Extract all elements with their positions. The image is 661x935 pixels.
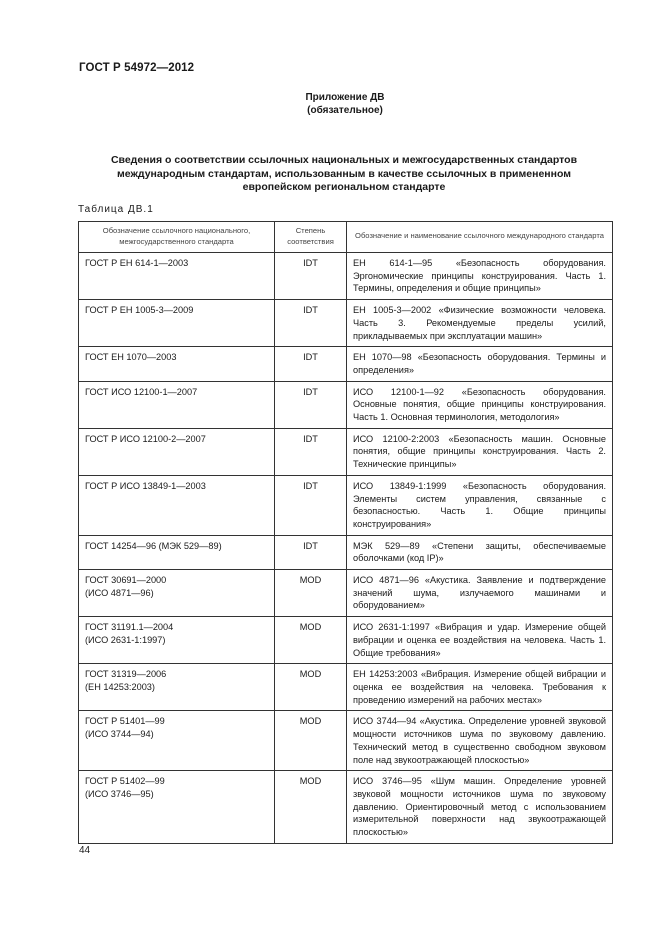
table-label: Таблица ДВ.1: [78, 204, 154, 215]
table-row: [79, 570, 613, 617]
table-row: [79, 300, 613, 347]
national-standard-cell: ГОСТ 30691—2000 (ИСО 4871—96): [79, 570, 275, 617]
national-standard-cell: ГОСТ ИСО 12100-1—2007: [79, 381, 275, 428]
header-international-standard: Обозначение и наименование ссылочного международного стандарта: [347, 222, 613, 253]
degree-cell: IDT: [275, 253, 347, 300]
table-header-row: [79, 222, 613, 253]
degree-cell: MOD: [275, 711, 347, 771]
international-standard-cell: ИСО 2631-1:1997 «Вибрация и удар. Измерение общей вибрации и оценка ее воздействия на человека. Часть 1. Общие требования»: [347, 617, 613, 664]
international-standard-cell: ЕН 614-1—95 «Безопасность оборудования. Эргономические принципы конструирования. Часть 1. Термины, определения и общие принципы»: [347, 253, 613, 300]
national-standard-cell: ГОСТ ЕН 1070—2003: [79, 347, 275, 381]
international-standard-cell: ИСО 13849-1:1999 «Безопасность оборудования. Элементы систем управления, связанные с безопасностью. Часть 1. Общие принципы конструирования»: [347, 475, 613, 535]
national-standard-cell: ГОСТ Р 51401—99 (ИСО 3744—94): [79, 711, 275, 771]
national-standard-cell: ГОСТ 31319—2006 (ЕН 14253:2003): [79, 664, 275, 711]
national-standard-cell: ГОСТ Р ИСО 12100-2—2007: [79, 428, 275, 475]
table-row: [79, 253, 613, 300]
international-standard-cell: ЕН 1070—98 «Безопасность оборудования. Термины и определения»: [347, 347, 613, 381]
international-standard-cell: ЕН 14253:2003 «Вибрация. Измерение общей вибрации и оценка ее воздействия на человека. Требования к проведению измерений на рабочих местах»: [347, 664, 613, 711]
table-row: [79, 711, 613, 771]
degree-cell: MOD: [275, 570, 347, 617]
appendix-heading: [250, 91, 440, 117]
header-degree: Степень соответствия: [275, 222, 347, 253]
degree-cell: IDT: [275, 300, 347, 347]
international-standard-cell: МЭК 529—89 «Степени защиты, обеспечиваемые оболочками (код IP)»: [347, 535, 613, 569]
table-row: [79, 535, 613, 569]
table-row: [79, 617, 613, 664]
table-row: [79, 771, 613, 844]
table-row: [79, 381, 613, 428]
header-national-standard: Обозначение ссылочного национального, межгосударственного стандарта: [79, 222, 275, 253]
national-standard-cell: ГОСТ Р 51402—99 (ИСО 3746—95): [79, 771, 275, 844]
degree-cell: IDT: [275, 381, 347, 428]
international-standard-cell: ЕН 1005-3—2002 «Физические возможности человека. Часть 3. Рекомендуемые пределы усилий, прикладываемых при эксплуатации машин»: [347, 300, 613, 347]
table-row: [79, 664, 613, 711]
international-standard-cell: ИСО 4871—96 «Акустика. Заявление и подтверждение значений шума, излучаемого машинами и оборудованием»: [347, 570, 613, 617]
table-row: [79, 347, 613, 381]
section-title: Сведения о соответствии ссылочных национальных и межгосударственных стандартов международным стандартам, использованным в качестве ссылочных в примененном европейском региональном стандарте: [110, 154, 578, 193]
document-code: ГОСТ Р 54972—2012: [79, 62, 195, 74]
international-standard-cell: ИСО 12100-1—92 «Безопасность оборудования. Основные понятия, общие принципы конструирования. Часть 1. Основная терминология, методология»: [347, 381, 613, 428]
international-standard-cell: ИСО 3746—95 «Шум машин. Определение уровней звуковой мощности источников шума по звуковому давлению. Ориентировочный метод с использованием измерительной поверхности над звукоотражающей плоскостью»: [347, 771, 613, 844]
degree-cell: MOD: [275, 664, 347, 711]
international-standard-cell: ИСО 12100-2:2003 «Безопасность машин. Основные понятия, общие принципы конструирования. Часть 2. Технические принципы»: [347, 428, 613, 475]
table-row: [79, 475, 613, 535]
degree-cell: MOD: [275, 617, 347, 664]
degree-cell: IDT: [275, 428, 347, 475]
degree-cell: IDT: [275, 475, 347, 535]
table-row: [79, 428, 613, 475]
degree-cell: IDT: [275, 535, 347, 569]
appendix-title: Приложение ДВ: [305, 92, 385, 103]
national-standard-cell: ГОСТ Р ЕН 614-1—2003: [79, 253, 275, 300]
page-number: 44: [79, 845, 91, 856]
degree-cell: MOD: [275, 771, 347, 844]
national-standard-cell: ГОСТ Р ЕН 1005-3—2009: [79, 300, 275, 347]
national-standard-cell: ГОСТ Р ИСО 13849-1—2003: [79, 475, 275, 535]
international-standard-cell: ИСО 3744—94 «Акустика. Определение уровней звуковой мощности источников шума по звуковому давлению. Технический метод в существенно свободном звуковом поле над звукоотражающей плоскостью»: [347, 711, 613, 771]
table-body: [79, 253, 613, 844]
appendix-subtitle: (обязательное): [307, 105, 383, 116]
degree-cell: IDT: [275, 347, 347, 381]
national-standard-cell: ГОСТ 31191.1—2004 (ИСО 2631-1:1997): [79, 617, 275, 664]
correspondence-table: [78, 221, 613, 844]
national-standard-cell: ГОСТ 14254—96 (МЭК 529—89): [79, 535, 275, 569]
